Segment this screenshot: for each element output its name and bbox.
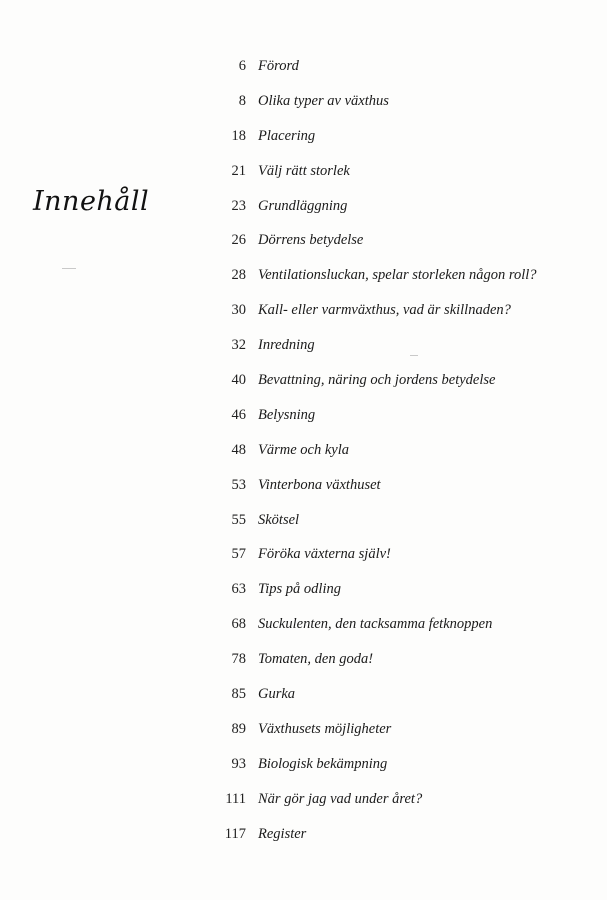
toc-entry-title: Tomaten, den goda! (258, 651, 374, 668)
toc-entry (210, 442, 590, 477)
toc-heading: Innehåll (33, 186, 150, 217)
toc-entry-title: Välj rätt storlek (258, 162, 350, 179)
toc-page-number: 48 (231, 441, 246, 458)
toc-page-number: 63 (231, 581, 246, 598)
toc-entry (210, 337, 590, 372)
toc-entry (210, 546, 590, 581)
toc-entry (210, 791, 590, 826)
toc-page-number: 30 (231, 302, 246, 319)
toc-page-number: 28 (231, 267, 246, 284)
toc-page-number: 23 (231, 197, 246, 214)
toc-entry (210, 721, 590, 756)
toc-entry (210, 512, 590, 547)
toc-entry (210, 477, 590, 512)
toc-page-number: 55 (231, 511, 246, 528)
toc-entry-title: Vinterbona växthuset (258, 476, 381, 493)
toc-entry-title: Olika typer av växthus (258, 92, 389, 109)
toc-entry-title: Biologisk bekämpning (258, 755, 388, 772)
toc-entry-title: Dörrens betydelse (258, 232, 364, 249)
toc-entry (210, 302, 590, 337)
toc-entry-title: Placering (258, 127, 316, 144)
scan-speck (410, 355, 418, 356)
toc-page-number: 6 (238, 58, 246, 74)
toc-entry (210, 232, 590, 267)
toc-page-number: 57 (231, 546, 246, 563)
toc-entry-title: Växthusets möjligheter (258, 720, 392, 737)
toc-page-number: 68 (231, 616, 246, 633)
toc-entry-title: Ventilationsluckan, spelar storleken någon roll? (258, 267, 537, 284)
toc-entry (210, 198, 590, 233)
toc-entry (210, 128, 590, 163)
toc-page-number: 46 (231, 406, 246, 423)
toc-entry (210, 616, 590, 651)
toc-page-number: 117 (224, 825, 246, 842)
toc-page-number: 78 (231, 651, 246, 668)
toc-entry (210, 756, 590, 791)
toc-entry-title: Gurka (258, 686, 296, 703)
toc-entry-title: Register (258, 825, 307, 842)
toc-entry (210, 407, 590, 442)
toc-entry (210, 686, 590, 721)
toc-page-number: 93 (231, 755, 246, 772)
toc-entry-title: När gör jag vad under året? (258, 790, 423, 807)
toc-entry-title: Bevattning, näring och jordens betydelse (258, 372, 496, 389)
toc-entry (210, 93, 590, 128)
toc-page-number: 89 (231, 720, 246, 737)
toc-entry (210, 826, 590, 861)
toc-entry-title: Tips på odling (258, 581, 341, 598)
toc-entry (210, 651, 590, 686)
toc-page-number: 32 (231, 337, 246, 354)
toc-entry-title: Suckulenten, den tacksamma fetknoppen (258, 616, 493, 633)
toc-entry-title: Föröka växterna själv! (258, 546, 391, 563)
toc-list (210, 58, 590, 860)
toc-entry-title: Förord (258, 58, 299, 74)
toc-page-number: 8 (238, 92, 246, 109)
toc-entry-title: Grundläggning (258, 197, 348, 214)
toc-entry (210, 58, 590, 93)
toc-entry-title: Skötsel (258, 511, 300, 528)
toc-entry-title: Värme och kyla (258, 441, 349, 458)
toc-page-number: 21 (231, 162, 246, 179)
toc-entry (210, 163, 590, 198)
toc-page-number: 53 (231, 476, 246, 493)
toc-entry (210, 267, 590, 302)
toc-page-number: 85 (231, 686, 246, 703)
toc-entry (210, 581, 590, 616)
scan-speck (62, 268, 76, 269)
toc-entry-title: Inredning (258, 337, 315, 354)
toc-entry-title: Kall- eller varmväxthus, vad är skillnaden? (258, 302, 511, 319)
toc-page-number: 111 (225, 790, 246, 807)
toc-page-number: 26 (231, 232, 246, 249)
toc-entry (210, 372, 590, 407)
toc-page-number: 18 (231, 127, 246, 144)
toc-page-number: 40 (231, 372, 246, 389)
toc-entry-title: Belysning (258, 406, 316, 423)
